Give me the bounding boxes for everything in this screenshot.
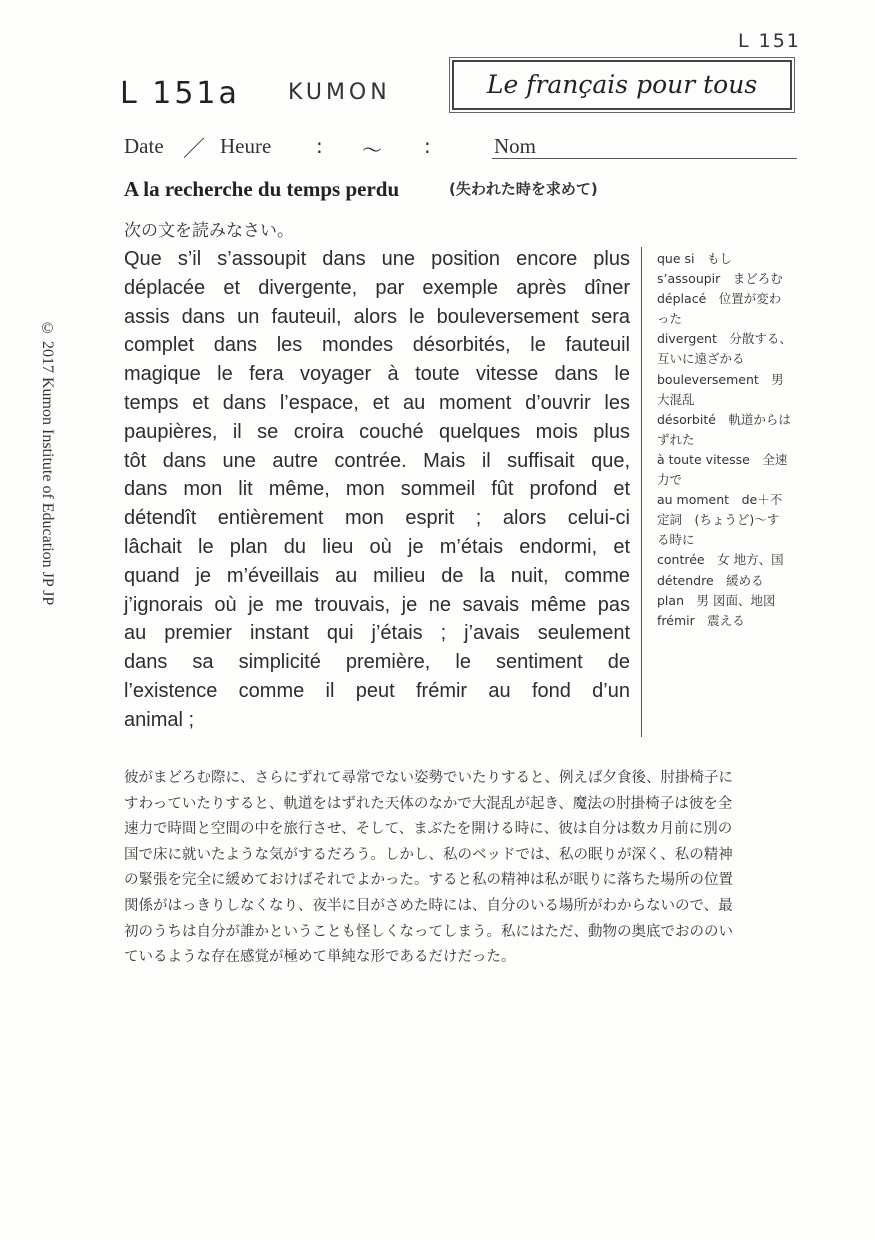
vocab-line: contrée 女 地方、国: [657, 552, 784, 568]
passage-line: complet dans les mondes désorbités, le fauteuil: [124, 334, 630, 357]
vocab-line: à toute vitesse 全速: [657, 451, 788, 467]
text-title-french: A la recherche du temps perdu: [124, 177, 400, 201]
passage-line: temps et dans l’espace, et au moment d’ouvrir les: [124, 391, 630, 414]
vocab-line: au moment de＋不: [657, 492, 783, 508]
time-start-colon: :: [316, 134, 323, 158]
translation-line: 速力で時間と空間の中を旅行させ、そして、まぶたを開ける時に、彼は自分は数カ月前に別の: [124, 821, 733, 838]
vocab-line: détendre 緩める: [657, 572, 764, 588]
vocab-line: る時に: [657, 532, 695, 548]
passage-line: au premier instant qui j’étais ; j’avais seulement: [124, 622, 630, 645]
passage-line: animal ;: [124, 708, 195, 731]
series-title: Le français pour tous: [486, 70, 758, 99]
passage-line: Que s’il s’assoupit dans une position encore plus: [124, 248, 630, 270]
translation-line: 初のうちは自分が誰かということも怪しくなってしまう。私にはただ、動物の奥底でおののい: [124, 923, 733, 940]
passage-line: assis dans un fauteuil, alors le bouleversement sera: [124, 305, 630, 328]
copyright-notice: © 2017 Kumon Institute of Education JP JP: [39, 320, 56, 606]
lesson-code: L 151a: [120, 76, 240, 111]
passage-line: paupières, il se croira couché quelques mois plus: [124, 420, 630, 443]
translation-line: ているような存在感覚が極めて単純な形であるだけだった。: [124, 949, 516, 966]
vocab-line: désorbité 軌道からは: [657, 411, 791, 427]
translation-line: 彼がまどろむ際に、さらにずれて尋常でない姿勢でいたりすると、例えば夕食後、肘掛椅子に: [124, 770, 733, 786]
vocab-line: 定詞 (ちょうど)〜す: [657, 512, 780, 528]
passage-line: dans mon lit même, mon sommeil fût profond et: [124, 478, 630, 501]
vocab-line: ずれた: [657, 431, 695, 447]
nom-label: Nom: [494, 134, 536, 158]
vocab-line: bouleversement 男: [657, 371, 784, 387]
vocab-line: った: [657, 311, 683, 327]
instruction: 次の文を読みなさい。: [124, 221, 294, 241]
passage-line: lâchait le plan du lieu où je m’étais endormi, et: [124, 535, 630, 558]
vocab-line: s’assoupir まどろむ: [657, 271, 783, 287]
brand-logo: KUMON: [288, 80, 391, 105]
passage-line: j’ignorais où je me trouvais, je ne savais même pas: [124, 593, 630, 616]
vocab-line: divergent 分散する、: [657, 331, 792, 347]
vocabulary-notes: [657, 249, 807, 631]
vocab-line: plan 男 図面、地図: [657, 592, 776, 608]
passage-line: dans sa simplicité première, le sentiment de: [124, 651, 630, 674]
vocab-line: 力で: [657, 472, 683, 488]
vocab-line: 互いに遠ざかる: [657, 351, 745, 367]
translation-line: 関係がはっきりしなくなり、夜半に目がさめた時には、自分のいる場所がわからないので、最: [124, 897, 733, 914]
text-title-japanese: (失われた時を求めて): [449, 180, 598, 198]
french-passage: [124, 245, 630, 735]
page-code: L 151: [738, 30, 801, 52]
passage-line: quand je m’éveillais au milieu de la nuit, comme: [124, 564, 630, 587]
passage-line: magique le fera voyager à toute vitesse dans le: [124, 363, 630, 386]
vocab-line: déplacé 位置が変わ: [657, 291, 782, 307]
time-range-tilde: 〜: [362, 138, 382, 162]
nom-field-line[interactable]: [492, 158, 797, 159]
date-separator: ／: [183, 137, 206, 162]
time-end-colon: :: [424, 134, 431, 158]
translation-line: すわっていたりすると、軌道をはずれた天体のなかで大混乱が起き、魔法の肘掛椅子は彼を全: [124, 795, 733, 812]
vocab-line: frémir 震える: [657, 612, 745, 628]
column-divider: [641, 247, 642, 737]
translation-line: の緊張を完全に緩めておけばそれでよかった。すると私の精神は私が眠りに落ちた場所の位置: [124, 872, 733, 889]
passage-line: déplacée et divergente, par exemple après dîner: [124, 276, 630, 299]
japanese-translation: [124, 766, 800, 971]
vocab-line: 大混乱: [657, 391, 695, 407]
date-label: Date: [124, 134, 164, 158]
vocab-line: que si もし: [657, 251, 733, 266]
series-title-box: [452, 60, 792, 110]
passage-line: tôt dans une autre contrée. Mais il suffisait que,: [124, 449, 630, 472]
translation-line: 国で床に就いたような気がするだろう。しかし、私のベッドでは、私の眠りが深く、私の精神: [124, 846, 733, 863]
heure-label: Heure: [220, 134, 272, 158]
passage-line: l’existence comme il peut frémir au fond d’un: [124, 679, 630, 702]
passage-line: détendît entièrement mon esprit ; alors celui-ci: [124, 507, 630, 530]
